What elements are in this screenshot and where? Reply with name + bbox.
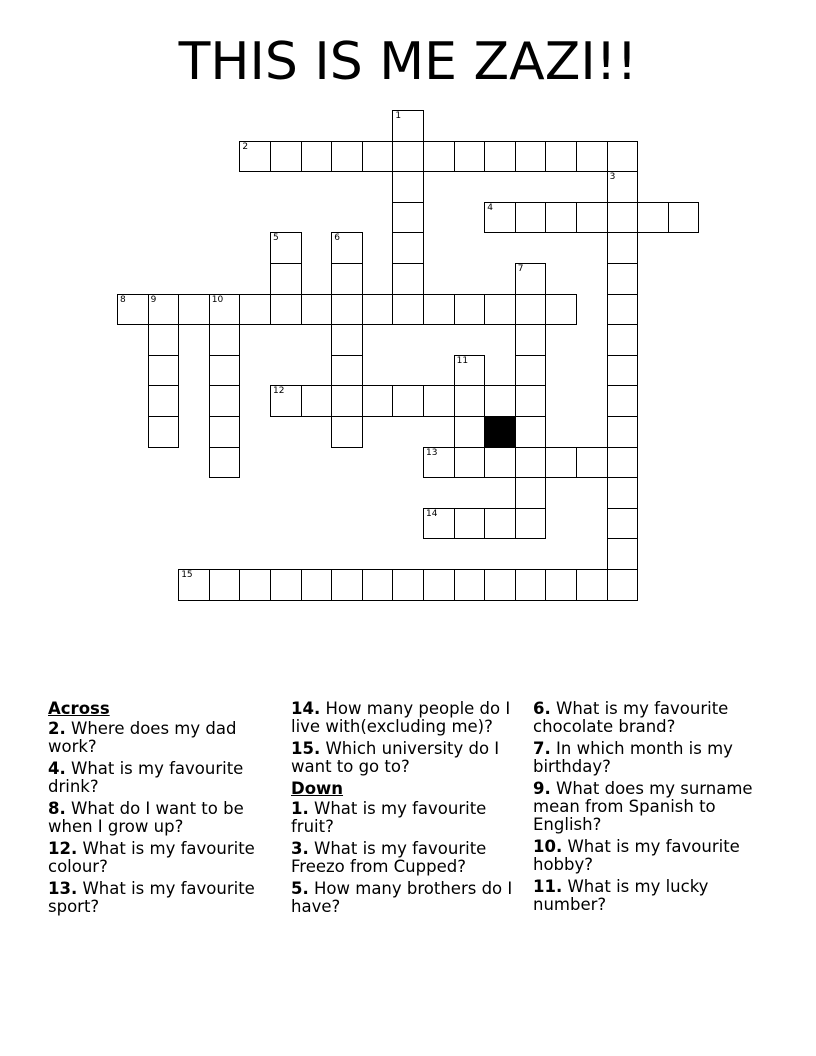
clue-down-3: 3. What is my favourite Freezo from Cupped? xyxy=(291,839,487,876)
grid-cell[interactable] xyxy=(209,355,241,387)
grid-cell[interactable] xyxy=(607,171,639,203)
grid-cell[interactable] xyxy=(515,477,547,509)
grid-cell[interactable] xyxy=(607,263,639,295)
grid-cell[interactable] xyxy=(392,171,424,203)
grid-cell[interactable] xyxy=(515,355,547,387)
cell-number: 10 xyxy=(211,294,224,305)
grid-cell[interactable] xyxy=(484,202,516,234)
grid-cell[interactable] xyxy=(331,569,363,601)
grid-cell[interactable] xyxy=(454,508,486,540)
grid-cell[interactable] xyxy=(301,141,333,173)
grid-cell[interactable] xyxy=(607,447,639,479)
cell-number: 11 xyxy=(456,355,469,366)
grid-cell[interactable] xyxy=(148,324,180,356)
grid-cell[interactable] xyxy=(148,416,180,448)
clue-across-15: 15. Which university do I want to go to? xyxy=(291,739,500,776)
grid-cell[interactable] xyxy=(209,385,241,417)
grid-cell[interactable] xyxy=(607,324,639,356)
grid-cell[interactable] xyxy=(270,141,302,173)
grid-cell[interactable] xyxy=(362,385,394,417)
grid-cell[interactable] xyxy=(331,385,363,417)
grid-cell[interactable] xyxy=(178,294,210,326)
grid-cell[interactable] xyxy=(423,294,455,326)
grid-cell[interactable] xyxy=(454,294,486,326)
grid-cell[interactable] xyxy=(331,141,363,173)
grid-cell[interactable] xyxy=(209,294,241,326)
clue-down-6: 6. What is my favourite chocolate brand? xyxy=(533,699,729,736)
grid-cell[interactable] xyxy=(576,447,608,479)
grid-cell[interactable] xyxy=(515,324,547,356)
grid-cell[interactable] xyxy=(148,294,180,326)
grid-cell[interactable] xyxy=(607,385,639,417)
grid-cell[interactable] xyxy=(454,416,486,448)
clue-down-7: 7. In which month is my birthday? xyxy=(533,739,733,776)
grid-cell[interactable] xyxy=(607,232,639,264)
down-heading: Down xyxy=(291,779,344,798)
cell-number: 15 xyxy=(181,570,193,580)
grid-cell[interactable] xyxy=(148,385,180,417)
clue-across-14: 14. How many people do I live with(excluding me)? xyxy=(291,699,511,736)
cell-number: 14 xyxy=(426,508,438,519)
grid-cell[interactable] xyxy=(515,385,547,417)
grid-cell[interactable] xyxy=(270,232,302,264)
grid-cell[interactable] xyxy=(423,569,455,601)
cell-number: 3 xyxy=(609,172,616,183)
clue-across-2: 2. Where does my dad work? xyxy=(48,719,237,756)
clue-across-13: 13. What is my favourite sport? xyxy=(48,879,255,916)
grid-cell[interactable] xyxy=(423,141,455,173)
grid-cell[interactable] xyxy=(484,385,516,417)
cell-number: 6 xyxy=(334,233,340,244)
clue-down-9: 9. What does my surname mean from Spanish to English? xyxy=(533,779,753,834)
grid-cell[interactable] xyxy=(515,508,547,540)
grid-cell[interactable] xyxy=(392,232,424,264)
black-cell xyxy=(484,416,516,448)
grid-cell[interactable] xyxy=(607,477,639,509)
grid-cell[interactable] xyxy=(515,569,547,601)
grid-cell[interactable] xyxy=(484,508,516,540)
grid-cell[interactable] xyxy=(454,385,486,417)
grid-cell[interactable] xyxy=(454,141,486,173)
grid-cell[interactable] xyxy=(301,569,333,601)
cell-number: 12 xyxy=(273,386,285,397)
grid-cell[interactable] xyxy=(454,355,486,387)
grid-cell[interactable] xyxy=(362,141,394,173)
grid-cell[interactable] xyxy=(423,385,455,417)
cell-number: 7 xyxy=(517,264,524,274)
grid-cell[interactable] xyxy=(423,447,455,479)
grid-cell[interactable] xyxy=(484,141,516,173)
clue-across-8: 8. What do I want to be when I grow up? xyxy=(48,799,244,836)
cell-number: 2 xyxy=(242,141,249,152)
grid-cell[interactable] xyxy=(515,141,547,173)
grid-cell[interactable] xyxy=(392,569,424,601)
grid-cell[interactable] xyxy=(545,202,577,234)
grid-cell[interactable] xyxy=(515,416,547,448)
grid-cell[interactable] xyxy=(392,202,424,234)
grid-cell[interactable] xyxy=(607,202,639,234)
grid-cell[interactable] xyxy=(545,141,577,173)
grid-cell[interactable] xyxy=(331,294,363,326)
grid-cell[interactable] xyxy=(117,294,149,326)
clues-column-3 xyxy=(533,700,753,918)
grid-cell[interactable] xyxy=(209,447,241,479)
grid-cell[interactable] xyxy=(545,447,577,479)
grid-cell[interactable] xyxy=(607,538,639,570)
grid-cell[interactable] xyxy=(454,569,486,601)
grid-cell[interactable] xyxy=(239,141,271,173)
clue-across-12: 12. What is my favourite colour? xyxy=(48,839,255,876)
grid-cell[interactable] xyxy=(209,569,241,601)
grid-cell[interactable] xyxy=(362,294,394,326)
grid-cell[interactable] xyxy=(668,202,700,234)
grid-cell[interactable] xyxy=(209,416,241,448)
grid-cell[interactable] xyxy=(270,385,302,417)
grid-cell[interactable] xyxy=(270,294,302,326)
grid-cell[interactable] xyxy=(362,569,394,601)
grid-cell[interactable] xyxy=(423,508,455,540)
grid-cell[interactable] xyxy=(270,569,302,601)
grid-cell[interactable] xyxy=(515,263,547,295)
grid-cell[interactable] xyxy=(607,569,639,601)
grid-cell[interactable] xyxy=(301,385,333,417)
grid-cell[interactable] xyxy=(607,508,639,540)
grid-cell[interactable] xyxy=(576,569,608,601)
cell-number: 5 xyxy=(273,233,279,244)
grid-cell[interactable] xyxy=(178,569,210,601)
clue-across-4: 4. What is my favourite drink? xyxy=(48,759,244,796)
grid-cell[interactable] xyxy=(545,294,577,326)
grid-cell[interactable] xyxy=(515,447,547,479)
grid-cell[interactable] xyxy=(515,202,547,234)
clue-down-5: 5. How many brothers do I have? xyxy=(291,879,513,916)
clue-down-10: 10. What is my favourite hobby? xyxy=(533,837,740,874)
grid-cell[interactable] xyxy=(392,385,424,417)
cell-number: 9 xyxy=(150,294,157,305)
grid-cell[interactable] xyxy=(331,232,363,264)
grid-cell[interactable] xyxy=(607,355,639,387)
grid-cell[interactable] xyxy=(637,202,669,234)
grid-cell[interactable] xyxy=(484,447,516,479)
clue-down-11: 11. What is my lucky number? xyxy=(533,877,709,914)
grid-cell[interactable] xyxy=(270,263,302,295)
grid-cell[interactable] xyxy=(545,569,577,601)
grid-cell[interactable] xyxy=(301,294,333,326)
grid-cell[interactable] xyxy=(331,416,363,448)
grid-cell[interactable] xyxy=(209,324,241,356)
cell-number: 8 xyxy=(120,294,126,305)
across-heading: Across xyxy=(48,699,110,718)
grid-cell[interactable] xyxy=(576,141,608,173)
grid-cell[interactable] xyxy=(392,294,424,326)
grid-cell[interactable] xyxy=(484,569,516,601)
grid-cell[interactable] xyxy=(392,141,424,173)
grid-cell[interactable] xyxy=(239,294,271,326)
grid-cell[interactable] xyxy=(607,294,639,326)
grid-cell[interactable] xyxy=(331,324,363,356)
grid-cell[interactable] xyxy=(515,294,547,326)
grid-cell[interactable] xyxy=(607,141,639,173)
grid-cell[interactable] xyxy=(148,355,180,387)
cell-number: 1 xyxy=(395,111,402,121)
grid-cell[interactable] xyxy=(331,263,363,295)
grid-cell[interactable] xyxy=(239,569,271,601)
grid-cell[interactable] xyxy=(576,202,608,234)
clues-column-2 xyxy=(291,700,521,920)
grid-cell[interactable] xyxy=(607,416,639,448)
cell-number: 13 xyxy=(426,447,438,458)
clue-down-1: 1. What is my favourite fruit? xyxy=(291,799,487,836)
grid-cell[interactable] xyxy=(484,294,516,326)
grid-cell[interactable] xyxy=(454,447,486,479)
grid-cell[interactable] xyxy=(331,355,363,387)
clues-column-1 xyxy=(48,700,278,920)
grid-cell[interactable] xyxy=(392,110,424,142)
puzzle-title: THIS IS ME ZAZI!! xyxy=(178,32,638,92)
cell-number: 4 xyxy=(487,202,493,213)
grid-cell[interactable] xyxy=(392,263,424,295)
